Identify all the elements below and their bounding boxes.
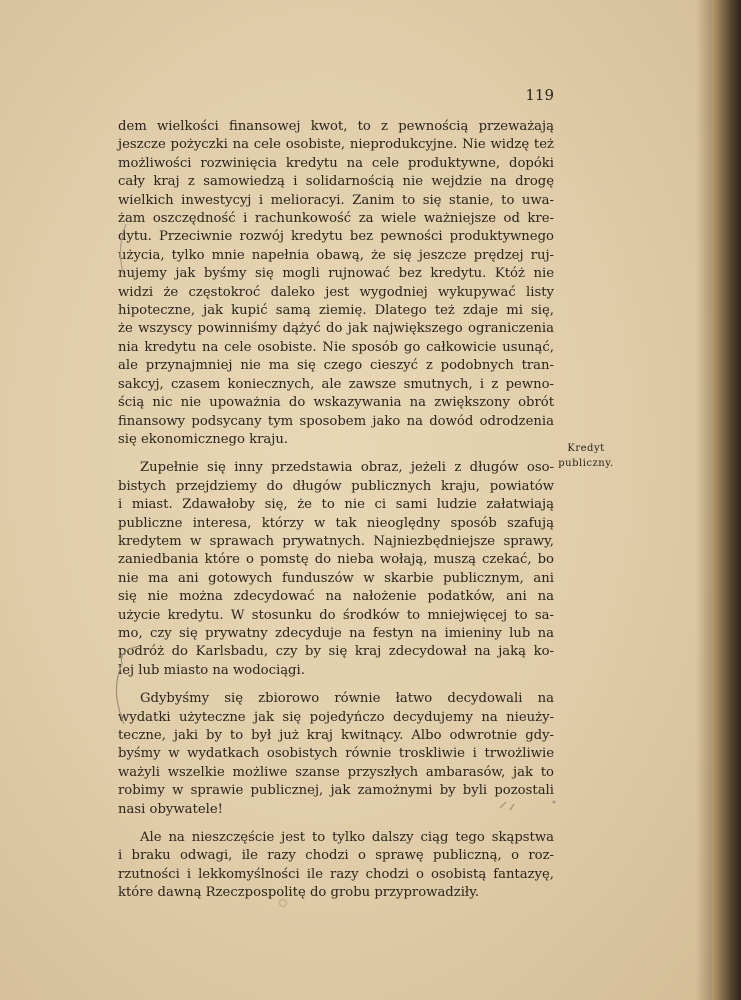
text-line: użycia, tylko mnie napełnia obawą, że się jeszcze prędzej ruj- xyxy=(118,247,554,263)
page-edge-shadow xyxy=(696,0,712,1000)
text-line: się ekonomicznego kraju. xyxy=(118,431,289,447)
text-line: podróż do Karlsbadu, czy by się kraj zdecydował na jaką ko- xyxy=(118,644,554,660)
text-line: widzi że częstokroć daleko jest wygodniej wykupywać listy xyxy=(118,284,554,300)
text-line: żam oszczędność i rachunkowość za wiele ważniejsze od kre- xyxy=(118,211,554,227)
text-line: kredytem w sprawach prywatnych. Najniezbędniejsze sprawy, xyxy=(118,533,554,549)
text-line: Zupełnie się inny przedstawia obraz, jeżeli z długów oso- xyxy=(140,460,554,476)
text-line: użycie kredytu. W stosunku do środków to mniejwięcej to sa- xyxy=(118,607,554,623)
text-line: lej lub miasto na wodociągi. xyxy=(118,662,305,678)
text-line: i braku odwagi, ile razy chodzi o sprawę publiczną, o roz- xyxy=(118,848,554,864)
text-line: bistych przejdziemy do długów publicznych kraju, powiatów xyxy=(118,478,554,494)
text-line: teczne, jaki by to był już kraj kwitnący. Albo odwrotnie gdy- xyxy=(118,728,554,743)
text-line: dytu. Przeciwnie rozwój kredytu bez pewności produktywnego xyxy=(118,229,554,245)
text-line: mo, czy się prywatny zdecyduje na festyn na imieniny lub na xyxy=(118,625,554,641)
text-line: rzutności i lekkomyślności ile razy chodzi o osobistą fantazyę, xyxy=(118,866,554,882)
text-line: Ale na nieszczęście jest to tylko dalszy ciąg tego skąpstwa xyxy=(140,830,554,846)
text-line: robimy w sprawie publicznej, jak zamożnymi by byli pozostali xyxy=(118,783,554,799)
text-line: nia kredytu na cele osobiste. Nie sposób go całkowicie usunąć, xyxy=(118,339,554,355)
text-line: że wszyscy powinniśmy dążyć do jak największego ograniczenia xyxy=(118,321,554,337)
text-line: hipoteczne, jak kupić samą ziemię. Dlatego też zdaje mi się, xyxy=(118,303,554,319)
book-binding xyxy=(712,0,741,1000)
paragraph xyxy=(118,829,554,903)
margin-note xyxy=(556,441,616,471)
text-line: cały kraj z samowiedzą i solidarnością nie wejdzie na drogę xyxy=(118,174,554,190)
text-line: nujemy jak byśmy się mogli rujnować bez kredytu. Któż nie xyxy=(118,266,554,282)
paragraph xyxy=(118,690,554,819)
text-line: Gdybyśmy się zbiorowo równie łatwo decydowali na xyxy=(140,691,554,707)
page-number: 119 xyxy=(525,86,554,104)
paragraph xyxy=(118,459,554,680)
text-line: wydatki użyteczne jak się pojedyńczo decydujemy na nieuży- xyxy=(118,709,554,725)
text-line: nasi obywatele! xyxy=(118,801,223,817)
text-line: zaniedbania które o pomstę do nieba wołają, muszą czekać, bo xyxy=(118,552,554,568)
text-line: publiczne interesa, którzy w tak nieoględny sposób szafują xyxy=(118,515,554,531)
text-line: możliwości rozwinięcia kredytu na cele produktywne, dopóki xyxy=(118,155,554,171)
paragraph xyxy=(118,118,554,449)
text-line: wielkich inwestycyj i melioracyi. Zanim to się stanie, to uwa- xyxy=(118,192,554,208)
text-line: które dawną Rzeczpospolitę do grobu przyprowadziły. xyxy=(118,885,480,901)
body-text xyxy=(118,118,554,913)
text-line: i miast. Zdawałoby się, że to nie ci sami ludzie załatwiają xyxy=(118,497,554,513)
text-line: ważyli wszelkie możliwe szanse przyszłych ambarasów, jak to xyxy=(118,764,554,780)
text-line: finansowy podsycany tym sposobem jako na dowód odrodzenia xyxy=(118,413,554,429)
text-line: sakcyj, czasem koniecznych, ale zawsze smutnych, i z pewno- xyxy=(118,376,554,392)
text-line: ale przynajmniej nie ma się czego cieszyć z podobnych tran- xyxy=(118,358,554,374)
text-line: jeszcze pożyczki na cele osobiste, nieprodukcyjne. Nie widzę też xyxy=(118,137,554,153)
text-line: dem wielkości finansowej kwot, to z pewnością przeważają xyxy=(118,119,554,134)
margin-note-line: Kredyt xyxy=(567,443,605,454)
text-line: nie ma ani gotowych funduszów w skarbie publicznym, ani xyxy=(118,570,554,586)
text-line: byśmy w wydatkach osobistych równie troskliwie i trwożliwie xyxy=(118,746,554,762)
text-line: się nie można zdecydować na nałożenie podatków, ani na xyxy=(118,589,554,605)
margin-note-line: publiczny. xyxy=(558,458,614,469)
text-line: ścią nic nie upoważnia do wskazywania na zwiększony obrót xyxy=(118,395,554,411)
